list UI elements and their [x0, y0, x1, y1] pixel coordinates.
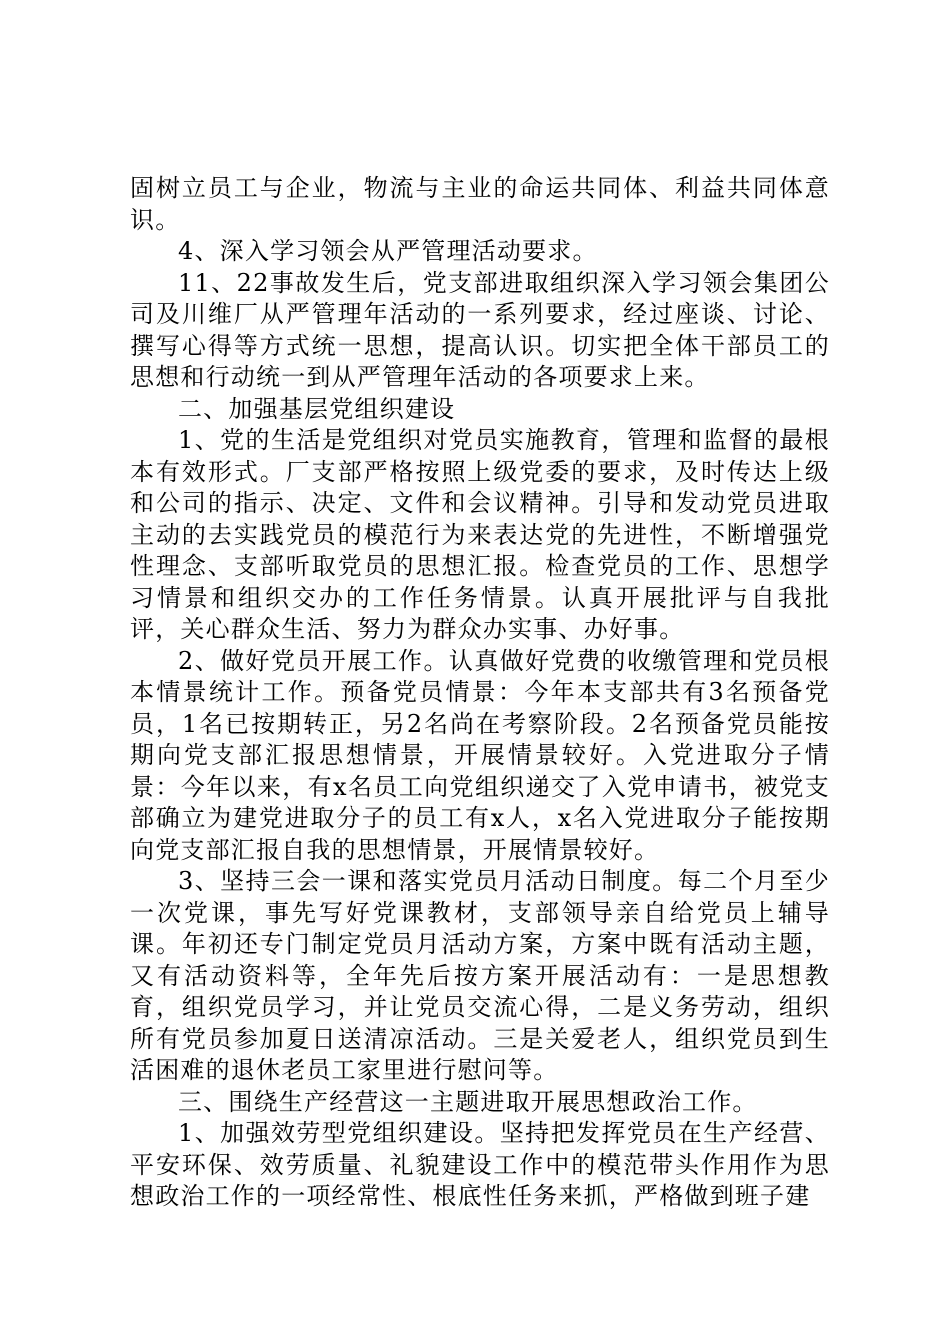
- paragraph-member-development: 2、做好党员开展工作。认真做好党费的收缴管理和党员根本情景统计工作。预备党员情景：今年本支部共有3名预备党员，1名已按期转正，另2名尚在考察阶段。2名预备党员能按期向党支部汇报思想情景，开展情景较好。入党进取分子情景：今年以来，有x名员工向党组织递交了入党申请书，被党支部确立为建党进取分子的员工有x人，x名入党进取分子能按期向党支部汇报自我的思想情景，开展情景较好。: [130, 646, 830, 864]
- paragraph-service-organization: 1、加强效劳型党组织建设。坚持把发挥党员在生产经营、平安环保、效劳质量、礼貌建设工作中的模范带头作用作为思想政治工作的一项经常性、根底性任务来抓，严格做到班子建: [130, 1119, 830, 1210]
- section-heading-production: 三、围绕生产经营这一主题进取开展思想政治工作。: [178, 1087, 758, 1116]
- paragraph-accident-response: 11、22事故发生后，党支部进取组织深入学习领会集团公司及川维厂从严管理年活动的一系列要求，经过座谈、讨论、撰写心得等方式统一思想，提高认识。切实把全体干部员工的思想和行动统一到从严管理年活动的各项要求上来。: [130, 268, 830, 391]
- section-heading-party-building: 二、加强基层党组织建设: [178, 394, 456, 423]
- paragraph-continuation: 固树立员工与企业，物流与主业的命运共同体、利益共同体意识。: [130, 174, 830, 234]
- paragraph-party-life: 1、党的生活是党组织对党员实施教育，管理和监督的最根本有效形式。厂支部严格按照上级党委的要求，及时传达上级和公司的指示、决定、文件和会议精神。引导和发动党员进取主动的去实践党员的模范行为来表达党的先进性，不断增强党性理念、支部听取党员的思想汇报。检查党员的工作、思想学习情景和组织交办的工作任务情景。认真开展批评与自我批评，关心群众生活、努力为群众办实事、办好事。: [130, 426, 830, 643]
- paragraph-study-requirements-heading: 4、深入学习领会从严管理活动要求。: [178, 237, 598, 265]
- paragraph-three-meetings: 3、坚持三会一课和落实党员月活动日制度。每二个月至少一次党课，事先写好党课教材，支部领导亲自给党员上辅导课。年初还专门制定党员月活动方案，方案中既有活动主题，又有活动资料等，全年先后按方案开展活动有：一是思想教育，组织党员学习，并让党员交流心得，二是义务劳动，组织所有党员参加夏日送清凉活动。三是关爱老人，组织党员到生活困难的退休老员工家里进行慰问等。: [130, 867, 830, 1084]
- document-page: [130, 173, 830, 1213]
